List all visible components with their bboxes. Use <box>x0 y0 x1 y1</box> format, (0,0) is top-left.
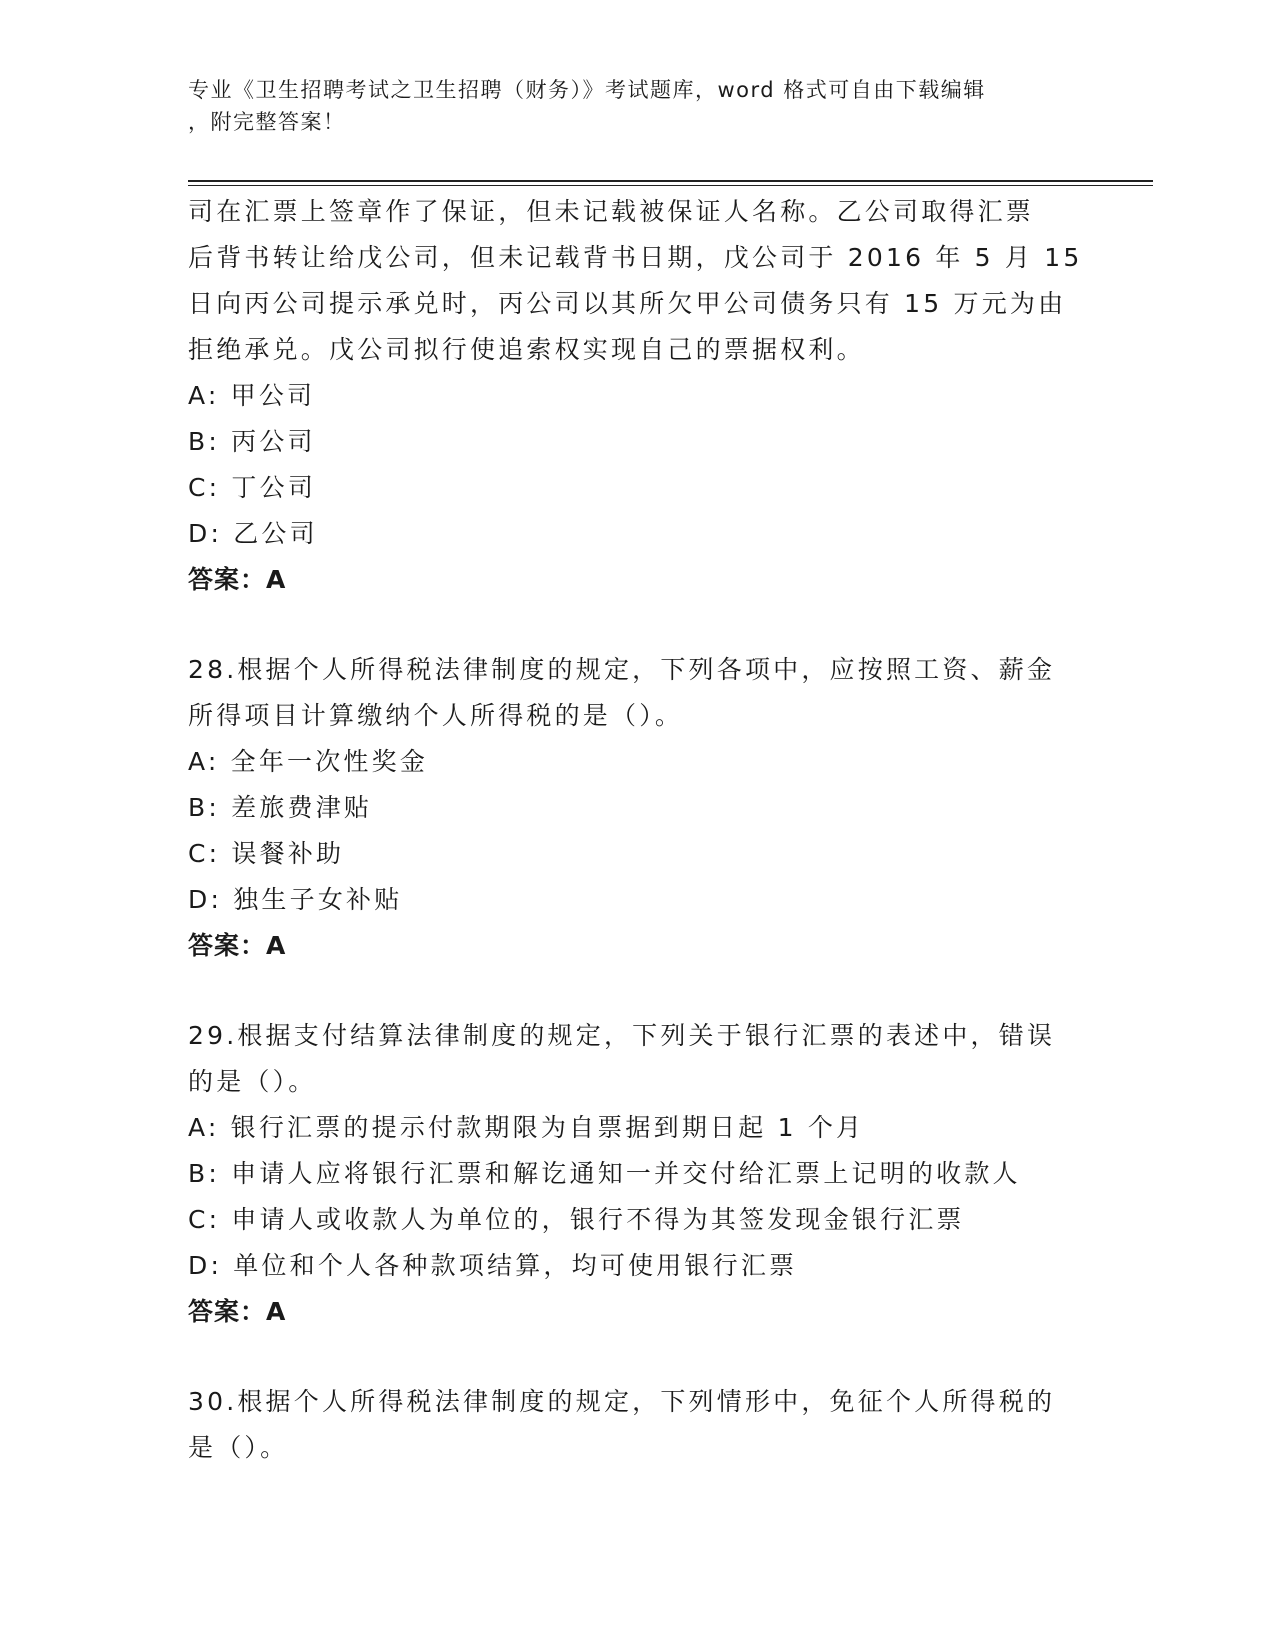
option-c: C: 误餐补助 <box>188 839 345 868</box>
question-list <box>188 189 1108 1471</box>
option-b: B: 差旅费津贴 <box>188 793 373 822</box>
option-c: C: 丁公司 <box>188 473 317 502</box>
answer-line: 答案：A <box>188 1297 287 1326</box>
spacer <box>188 969 1108 1013</box>
question-27 <box>188 189 1108 603</box>
header-line-2: ，附完整答案！ <box>188 110 346 134</box>
question-stem-line: 29.根据支付结算法律制度的规定，下列关于银行汇票的表述中，错误 <box>188 1021 1056 1050</box>
question-stem-line: 所得项目计算缴纳个人所得税的是（）。 <box>188 701 684 730</box>
question-stem-line: 28.根据个人所得税法律制度的规定，下列各项中，应按照工资、薪金 <box>188 655 1056 684</box>
option-a: A: 甲公司 <box>188 381 316 410</box>
document-header <box>188 74 1068 138</box>
question-stem-line: 司在汇票上签章作了保证，但未记载被保证人名称。乙公司取得汇票 <box>188 197 1035 226</box>
option-d: D: 乙公司 <box>188 519 318 548</box>
question-stem-line: 拒绝承兑。戊公司拟行使追索权实现自己的票据权利。 <box>188 335 865 364</box>
spacer <box>188 1335 1108 1379</box>
option-c: C: 申请人或收款人为单位的，银行不得为其签发现金银行汇票 <box>188 1205 965 1234</box>
option-a: A: 全年一次性奖金 <box>188 747 429 776</box>
header-line-1: 专业《卫生招聘考试之卫生招聘（财务）》考试题库，word 格式可自由下载编辑 <box>188 78 986 102</box>
question-stem-line: 是（）。 <box>188 1433 289 1462</box>
option-b: B: 申请人应将银行汇票和解讫通知一并交付给汇票上记明的收款人 <box>188 1159 1021 1188</box>
question-stem-line: 的是（）。 <box>188 1067 317 1096</box>
answer-line: 答案：A <box>188 931 287 960</box>
option-a: A: 银行汇票的提示付款期限为自票据到期日起 1 个月 <box>188 1113 865 1142</box>
option-b: B: 丙公司 <box>188 427 316 456</box>
header-divider-thin <box>188 185 1153 186</box>
question-stem-line: 后背书转让给戊公司，但未记载背书日期，戊公司于 2016 年 5 月 15 <box>188 243 1083 272</box>
question-stem-line: 30.根据个人所得税法律制度的规定，下列情形中，免征个人所得税的 <box>188 1387 1056 1416</box>
question-stem-line: 日向丙公司提示承兑时，丙公司以其所欠甲公司债务只有 15 万元为由 <box>188 289 1067 318</box>
option-d: D: 独生子女补贴 <box>188 885 403 914</box>
spacer <box>188 603 1108 647</box>
header-divider <box>188 180 1153 182</box>
question-30 <box>188 1379 1108 1471</box>
option-d: D: 单位和个人各种款项结算，均可使用银行汇票 <box>188 1251 798 1280</box>
question-29 <box>188 1013 1108 1335</box>
question-28 <box>188 647 1108 969</box>
answer-line: 答案：A <box>188 565 287 594</box>
